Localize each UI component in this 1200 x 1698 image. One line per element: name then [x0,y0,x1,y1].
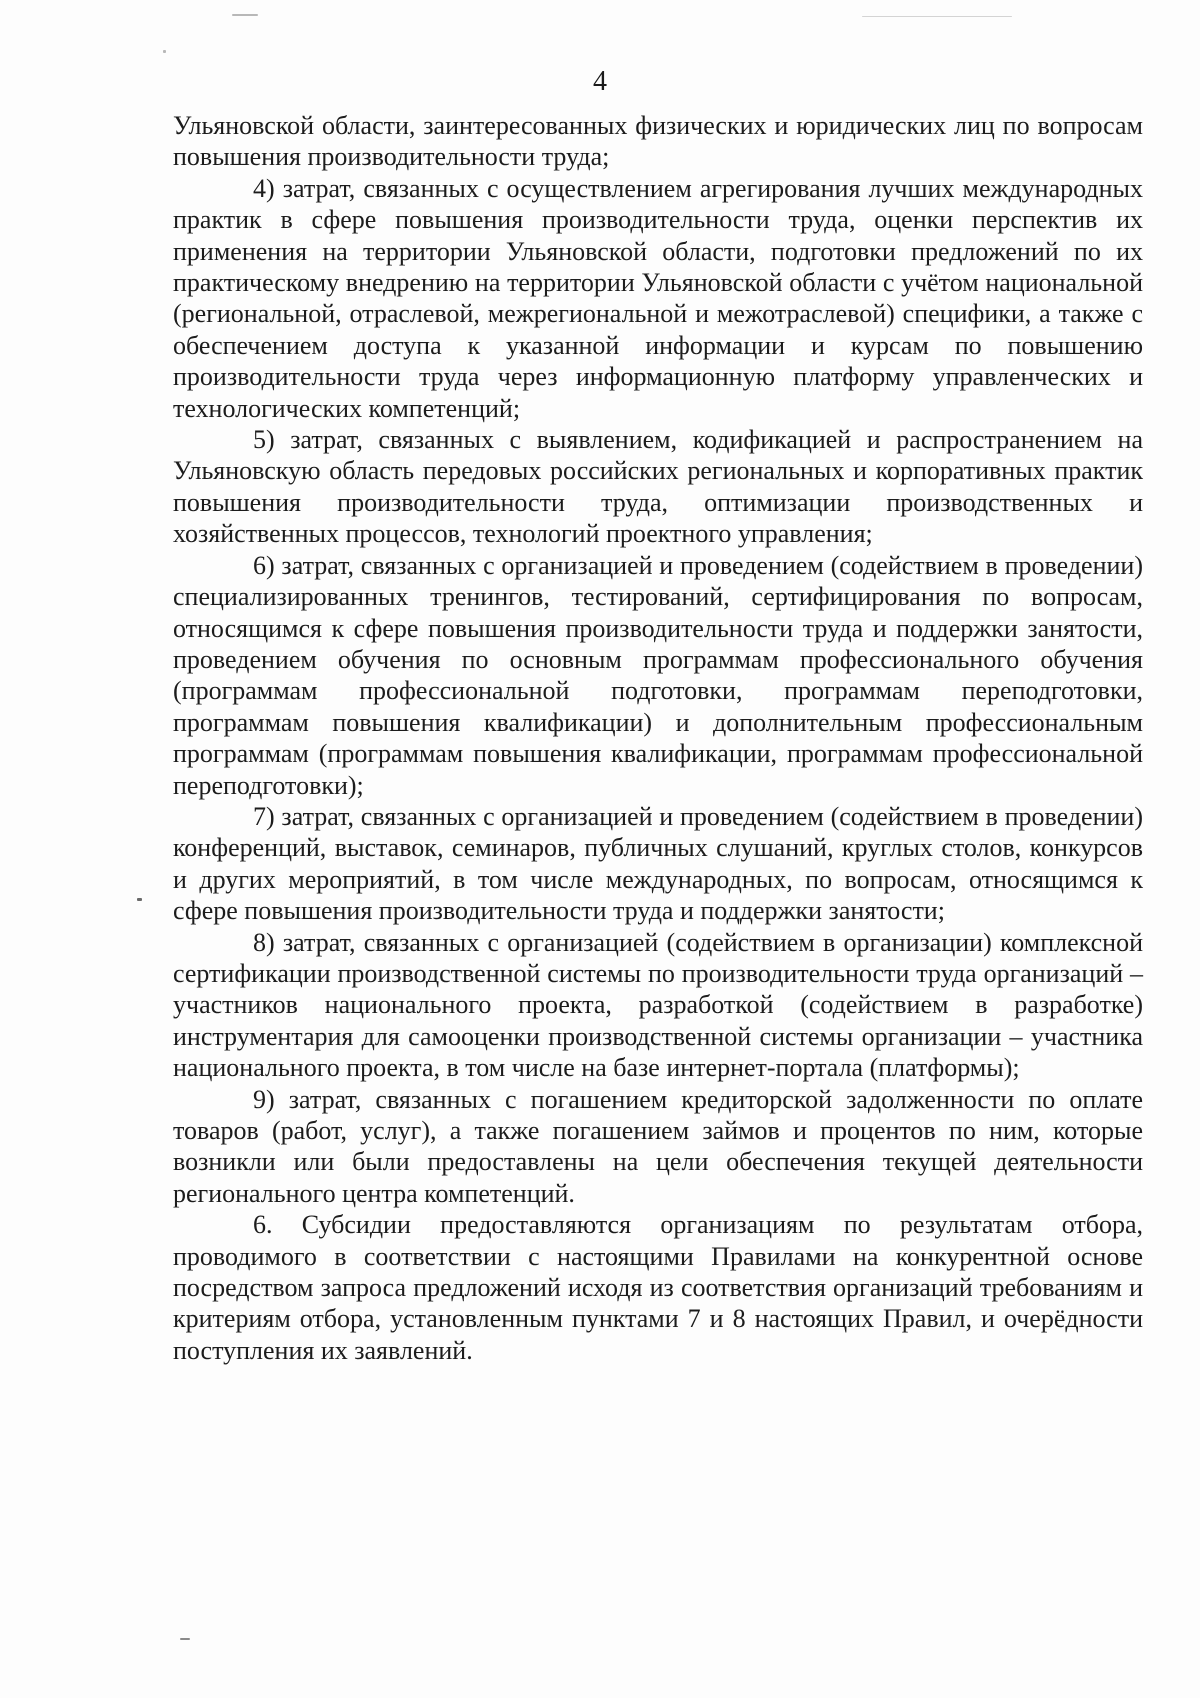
page-number: 4 [593,66,607,97]
scan-speck [137,898,142,901]
paragraph: 8) затрат, связанных с организацией (содействием в организации) комплексной сертификации производственной системы по производительности труда организаций – участников национального проекта, разработкой (содействием в разработке) инструментария для самооценки производственной системы организации – участника национального проекта, в том числе на базе интернет-портала (платформы); [173,927,1143,1083]
paragraph: 4) затрат, связанных с осуществлением агрегирования лучших международных практик в сфере повышения производительности труда, оценки перспектив их применения на территории Ульяновской области, подготовки предложений по их практическому внедрению на территории Ульяновской области с учётом национальной (региональной, отраслевой, межрегиональной и межотраслевой) специфики, а также с обеспечением доступа к указанной информации и курсам по повышению производительности труда через информационную платформу управленческих и технологических компетенций; [173,173,1143,423]
scan-speck [862,16,1012,17]
paragraph: 9) затрат, связанных с погашением кредиторской задолженности по оплате товаров (работ, услуг), а также погашением займов и процентов по ним, которые возникли или были предоставлены на цели обеспечения текущей деятельности регионального центра компетенций. [173,1084,1143,1208]
paragraph: 5) затрат, связанных с выявлением, кодификацией и распространением на Ульяновскую область передовых российских региональных и корпоративных практик повышения производительности труда, оптимизации производственных и хозяйственных процессов, технологий проектного управления; [173,425,1143,549]
scan-speck [163,50,166,53]
paragraph: 6) затрат, связанных с организацией и проведением (содействием в проведении) специализированных тренингов, тестирований, сертифицирования по вопросам, относящимся к сфере повышения производительности труда и поддержки занятости, проведением обучения по основным программам профессионального обучения (программам профессиональной подготовки, программам переподготовки, программам повышения квалификации) и дополнительным профессиональным программам (программам повышения квалификации, программам профессиональной переподготовки); [173,550,1143,800]
scan-speck [180,1638,190,1640]
paragraph: 7) затрат, связанных с организацией и проведением (содействием в проведении) конференций, выставок, семинаров, публичных слушаний, круглых столов, конкурсов и других мероприятий, в том числе международных, по вопросам, относящимся к сфере повышения производительности труда и поддержки занятости; [173,801,1143,926]
scan-speck [232,14,258,16]
paragraph: Ульяновской области, заинтересованных физических и юридических лиц по вопросам повышения производительности труда; [173,111,1143,172]
document-body [173,110,1143,1366]
paragraph: 6. Субсидии предоставляются организациям по результатам отбора, проводимого в соответствии с настоящими Правилами на конкурентной основе посредством запроса предложений исходя из соответствия организаций требованиям и критериям отбора, установленным пунктами 7 и 8 настоящих Правил, и очерёдности поступления их заявлений. [173,1210,1143,1365]
